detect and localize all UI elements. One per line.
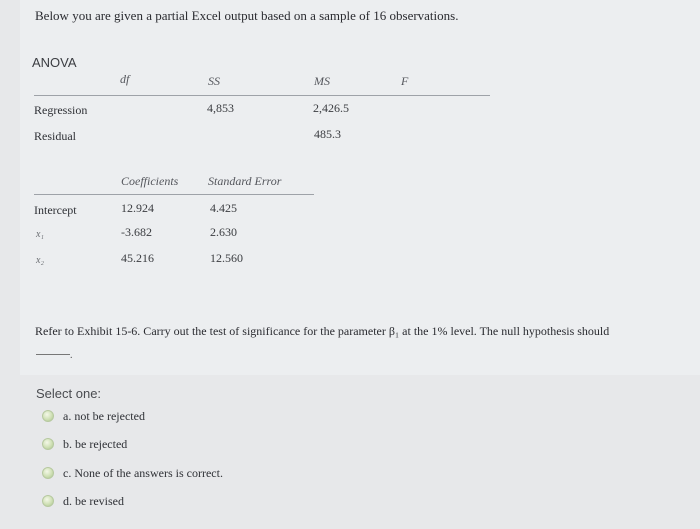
option-a[interactable] bbox=[42, 406, 145, 426]
answer-blank bbox=[36, 354, 70, 355]
select-one-label: Select one: bbox=[36, 386, 102, 401]
coef-header-coefficients: Coefficients bbox=[121, 174, 179, 188]
anova-row-label-regression: Regression bbox=[34, 103, 88, 117]
coef-intercept-se: 4.425 bbox=[210, 201, 237, 215]
coef-x2-se: 12.560 bbox=[210, 251, 243, 265]
coef-header-standard-error: Standard Error bbox=[208, 174, 282, 188]
anova-regression-ms: 2,426.5 bbox=[313, 101, 349, 115]
coef-x2-value: 45.216 bbox=[121, 251, 154, 265]
radio-a[interactable] bbox=[42, 410, 54, 422]
intro-text: Below you are given a partial Excel output based on a sample of 16 observations. bbox=[35, 8, 459, 23]
anova-header-f: F bbox=[401, 74, 409, 88]
blank-period: . bbox=[70, 350, 73, 361]
coef-row-label-intercept: Intercept bbox=[34, 203, 77, 217]
anova-header-df: df bbox=[120, 72, 130, 86]
option-b[interactable] bbox=[42, 434, 127, 454]
anova-header-ss: SS bbox=[208, 74, 220, 88]
coef-intercept-value: 12.924 bbox=[121, 201, 154, 215]
radio-c[interactable] bbox=[42, 467, 54, 479]
question-text: Refer to Exhibit 15-6. Carry out the test of significance for the parameter β₁ at the 1% level. The null hypothesis should bbox=[35, 324, 610, 338]
anova-regression-ss: 4,853 bbox=[207, 101, 234, 115]
option-a-label[interactable]: a. not be rejected bbox=[63, 408, 145, 423]
option-c[interactable] bbox=[42, 463, 223, 483]
anova-header-ms: MS bbox=[314, 74, 330, 88]
anova-residual-ms: 485.3 bbox=[314, 127, 341, 141]
option-c-label[interactable]: c. None of the answers is correct. bbox=[63, 465, 223, 480]
radio-b[interactable] bbox=[42, 438, 54, 450]
radio-d[interactable] bbox=[42, 495, 54, 507]
anova-row-label-residual: Residual bbox=[34, 129, 76, 143]
option-b-label[interactable]: b. be rejected bbox=[63, 436, 128, 451]
coef-x1-se: 2.630 bbox=[210, 225, 237, 239]
option-d-label[interactable]: d. be revised bbox=[63, 493, 124, 508]
anova-title: ANOVA bbox=[32, 55, 77, 70]
coef-row-label-x1: x₁ bbox=[36, 229, 44, 240]
coef-x1-value: -3.682 bbox=[121, 225, 152, 239]
coef-row-label-x2: x₂ bbox=[36, 255, 44, 266]
coef-header-rule bbox=[34, 194, 314, 195]
option-d[interactable] bbox=[42, 491, 124, 511]
anova-header-rule bbox=[34, 95, 490, 96]
